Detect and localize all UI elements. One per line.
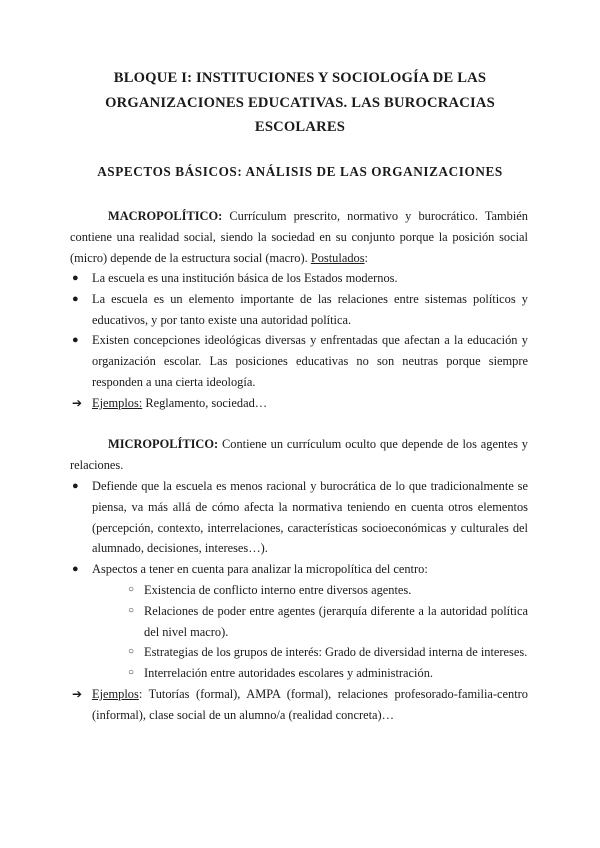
micro-sub-list xyxy=(92,580,528,684)
bullet-icon: ● xyxy=(72,292,79,305)
bullet-icon: ● xyxy=(72,563,79,576)
arrow-right-icon: ➔ xyxy=(72,396,83,410)
micro-bullet-list xyxy=(70,476,528,684)
bullet-icon: ● xyxy=(72,334,79,347)
micro-paragraph xyxy=(70,434,528,476)
postulados-label: Postulados xyxy=(310,250,365,265)
title-line-1: BLOQUE I: INSTITUCIONES Y SOCIOLOGÍA DE LAS xyxy=(113,70,487,86)
title-line-3: ESCOLARES xyxy=(254,119,346,136)
micro-text: Contiene un currículum oculto que depende de los agentes y relaciones. xyxy=(70,437,528,472)
list-item: ● Defiende que la escuela es menos racional y burocrática de lo que tradicionalmente se piensa, va más allá de cómo afecta la normativa teniendo en cuenta otros elementos (percepción, contexto, interrelaciones, características socioeconómicas y culturales del alumnado, decisiones, intereses…). xyxy=(70,476,528,559)
macro-bullet-list xyxy=(70,268,528,393)
list-item: ● Aspectos a tener en cuenta para analizar la micropolítica del centro: ○ Existencia de conflicto interno entre diversos agentes. ○ Relaciones de poder entre agentes (jerarquía diferente a la autoridad política del nivel macro). ○ Estrategias de los grupos de interés: Grado de diversidad interna de intereses. ○ Interrelación entre autoridades escolares y administración. xyxy=(70,559,528,684)
micro-heading: MICROPOLÍTICO: xyxy=(108,437,219,451)
section-subtitle: ASPECTOS BÁSICOS: ANÁLISIS DE LAS ORGANIZACIONES xyxy=(97,164,503,179)
sub-list-item: ○ Relaciones de poder entre agentes (jerarquía diferente a la autoridad política del nivel macro). xyxy=(92,601,528,643)
circle-bullet-icon: ○ xyxy=(128,583,135,595)
macro-examples-text: Reglamento, sociedad… xyxy=(142,396,268,410)
sub-list-item: ○ Interrelación entre autoridades escolares y administración. xyxy=(92,663,528,684)
sub-list-item: ○ Estrategias de los grupos de interés: Grado de diversidad interna de intereses. xyxy=(92,642,528,663)
title-line-2: ORGANIZACIONES EDUCATIVAS. LAS BUROCRACIAS xyxy=(105,94,495,111)
bullet-icon: ● xyxy=(72,480,79,492)
micro-examples-label: Ejemplos xyxy=(92,687,139,701)
macro-text: Currículum prescrito, normativo y burocrático. También contiene una realidad social, siendo la sociedad en su conjunto porque la posición social (micro) depende de la estructura social (macro). xyxy=(70,209,528,265)
list-item: ● La escuela es un elemento importante de las relaciones entre sistemas políticos y educativos, y por tanto existe una autoridad política. xyxy=(70,289,528,331)
macro-heading: MACROPOLÍTICO: xyxy=(108,209,223,223)
circle-bullet-icon: ○ xyxy=(128,604,135,616)
micro-examples-text: : Tutorías (formal), AMPA (formal), relaciones profesorado-familia-centro (informal), clase social de un alumno/a (realidad concreta)… xyxy=(92,687,528,722)
list-item: ● Existen concepciones ideológicas diversas y enfrentadas que afectan a la educación y organización escolar. Las posiciones educativas no son neutras porque siempre responden a una cierta ideología. xyxy=(70,330,528,392)
document-title xyxy=(70,66,530,140)
arrow-right-icon: ➔ xyxy=(72,687,83,701)
bullet-icon: ● xyxy=(72,272,79,284)
sub-list-item: ○ Existencia de conflicto interno entre diversos agentes. xyxy=(92,580,528,601)
micro-examples xyxy=(70,684,528,726)
circle-bullet-icon: ○ xyxy=(128,667,135,679)
macro-examples xyxy=(70,393,528,414)
postulados-colon: : xyxy=(364,250,368,265)
circle-bullet-icon: ○ xyxy=(128,646,135,658)
macro-examples-label: Ejemplos: xyxy=(92,396,143,410)
macro-paragraph xyxy=(70,206,528,268)
list-item: ● La escuela es una institución básica de los Estados modernos. xyxy=(70,268,528,289)
